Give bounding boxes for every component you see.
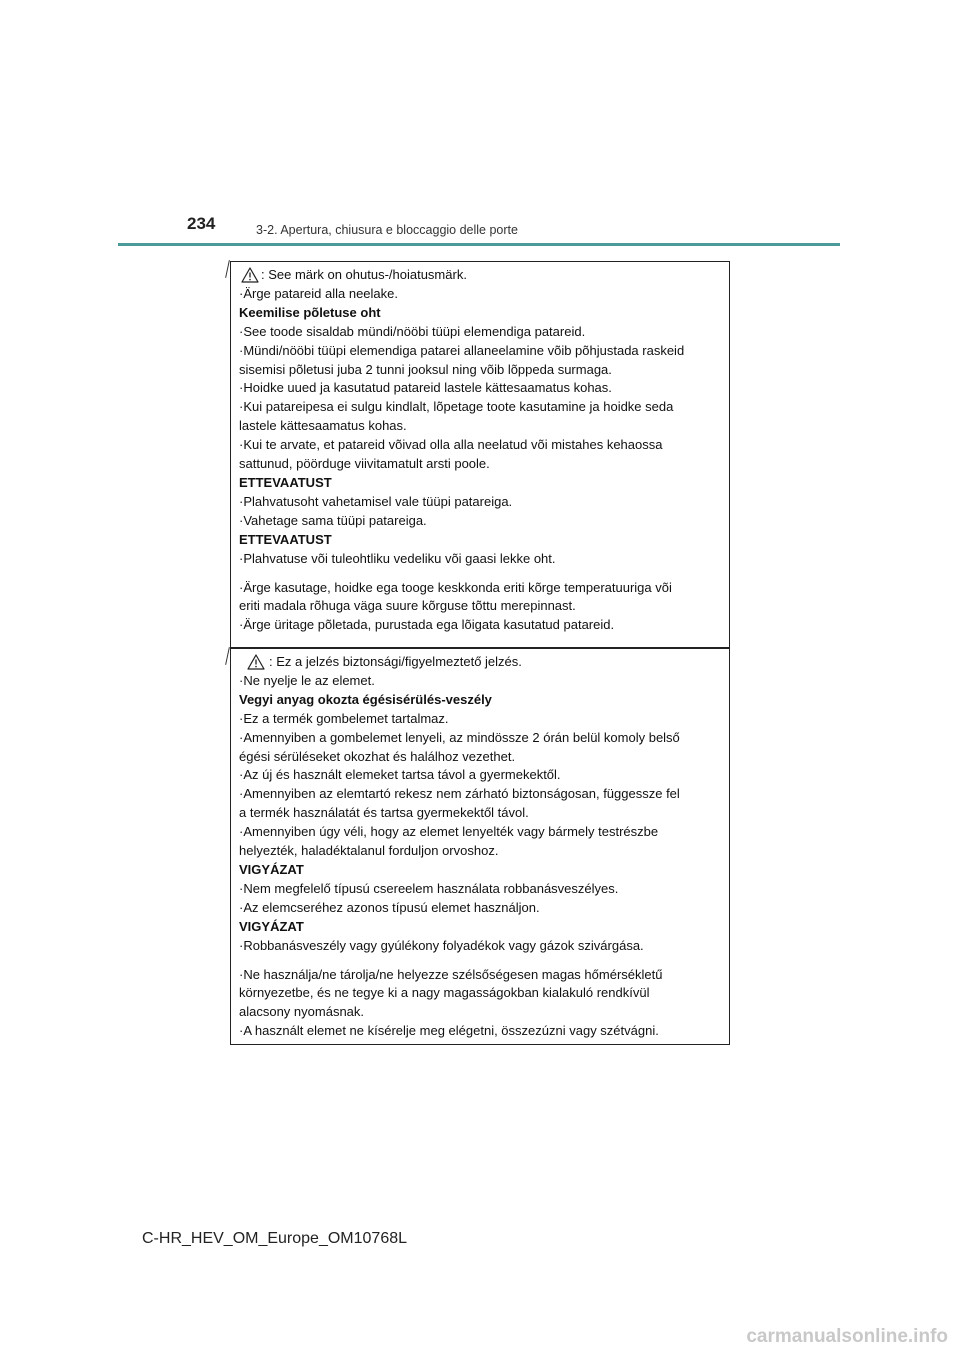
text-line: lastele kättesaamatus kohas. bbox=[239, 418, 407, 434]
document-code: C-HR_HEV_OM_Europe_OM10768L bbox=[142, 1230, 408, 1247]
text-line: ·Nem megfelelő típusú csereelem használata robbanásveszélyes. bbox=[239, 880, 619, 896]
text-line: ·Ärge kasutage, hoidke ega tooge keskkonda eriti kõrge temperatuuriga või bbox=[239, 579, 672, 595]
caution-heading: VIGYÁZAT bbox=[239, 861, 304, 877]
caution-heading: VIGYÁZAT bbox=[239, 918, 304, 934]
text-line: ·Ärge patareid alla neelake. bbox=[239, 285, 398, 301]
text-line: ·Amennyiben úgy véli, hogy az elemet lenyelték vagy bármely testrészbe bbox=[239, 824, 659, 840]
hungarian-warning-panel bbox=[230, 648, 730, 1045]
header-rule bbox=[118, 243, 840, 246]
text-line: ·Az elemcseréhez azonos típusú elemet használjon. bbox=[239, 899, 540, 915]
text-line: ·Plahvatusoht vahetamisel vale tüüpi patareiga. bbox=[239, 493, 513, 509]
text-line: ·Kui patareipesa ei sulgu kindlalt, lõpetage toote kasutamine ja hoidke seda bbox=[239, 399, 674, 415]
text-line: ·Hoidke uued ja kasutatud patareid lastele kättesaamatus kohas. bbox=[239, 380, 612, 396]
corner-tick bbox=[225, 647, 230, 665]
estonian-warning-panel bbox=[230, 261, 730, 648]
page-number: 234 bbox=[187, 214, 216, 233]
text-line: ·Kui te arvate, et patareid võivad olla alla neelatud või mistahes kehaossa bbox=[239, 437, 663, 453]
caution-heading: ETTEVAATUST bbox=[239, 531, 332, 547]
text-line: helyezték, haladéktalanul forduljon orvoshoz. bbox=[239, 843, 499, 859]
hazard-heading: Vegyi anyag okozta égésisérülés-veszély bbox=[239, 691, 492, 707]
corner-tick bbox=[225, 260, 230, 278]
warning-triangle-icon bbox=[247, 654, 265, 670]
text-line: ·Robbanásveszély vagy gyúlékony folyadékok vagy gázok szivárgása. bbox=[239, 937, 644, 953]
text-line: környezetbe, és ne tegye ki a nagy magasságokban kialakuló rendkívül bbox=[239, 985, 650, 1001]
text-line: ·See toode sisaldab mündi/nööbi tüüpi elemendiga patareid. bbox=[239, 323, 586, 339]
text-line: égési sérüléseket okozhat és halálhoz vezethet. bbox=[239, 748, 516, 764]
text-line: ·Az új és használt elemeket tartsa távol a gyermekektől. bbox=[239, 767, 561, 783]
text-line: sisemisi põletusi juba 2 tunni jooksul ning võib lõppeda surmaga. bbox=[239, 361, 612, 377]
warning-intro-line: : Ez a jelzés biztonsági/figyelmeztető jelzés. bbox=[239, 653, 721, 672]
text-line: ·Ärge üritage põletada, purustada ega lõigata kasutatud patareid. bbox=[239, 617, 615, 633]
text-line: ·Ez a termék gombelemet tartalmaz. bbox=[239, 710, 449, 726]
warning-triangle-icon bbox=[241, 267, 259, 283]
caution-heading: ETTEVAATUST bbox=[239, 474, 332, 490]
text-line: ·Mündi/nööbi tüüpi elemendiga patarei allaneelamine võib põhjustada raskeid bbox=[239, 342, 685, 358]
text-line: eriti madala rõhuga väga suure kõrguse tõttu merepinnast. bbox=[239, 598, 576, 614]
text-line: ·Amennyiben az elemtartó rekesz nem zárható biztonságosan, függessze fel bbox=[239, 786, 680, 802]
warning-intro-line: : See märk on ohutus-/hoiatusmärk. bbox=[239, 266, 721, 285]
text-line: a termék használatát és tartsa gyermekektől távol. bbox=[239, 805, 529, 821]
text-line: alacsony nyomásnak. bbox=[239, 1004, 365, 1020]
hazard-heading: Keemilise põletuse oht bbox=[239, 304, 381, 320]
text-line: ·A használt elemet ne kísérelje meg elégetni, összezúzni vagy szétvágni. bbox=[239, 1023, 659, 1039]
text-line: ·Vahetage sama tüüpi patareiga. bbox=[239, 512, 427, 528]
section-title: 3-2. Apertura, chiusura e bloccaggio delle porte bbox=[256, 223, 518, 237]
text-line: ·Amennyiben a gombelemet lenyeli, az mindössze 2 órán belül komoly belső bbox=[239, 729, 680, 745]
watermark: carmanualsonline.info bbox=[746, 1326, 948, 1347]
text-line: ·Plahvatuse või tuleohtliku vedeliku või gaasi lekke oht. bbox=[239, 550, 556, 566]
text-line: ·Ne nyelje le az elemet. bbox=[239, 672, 375, 688]
text-line: ·Ne használja/ne tárolja/ne helyezze szélsőségesen magas hőmérsékletű bbox=[239, 966, 663, 982]
text-line: sattunud, pöörduge viivitamatult arsti poole. bbox=[239, 456, 490, 472]
